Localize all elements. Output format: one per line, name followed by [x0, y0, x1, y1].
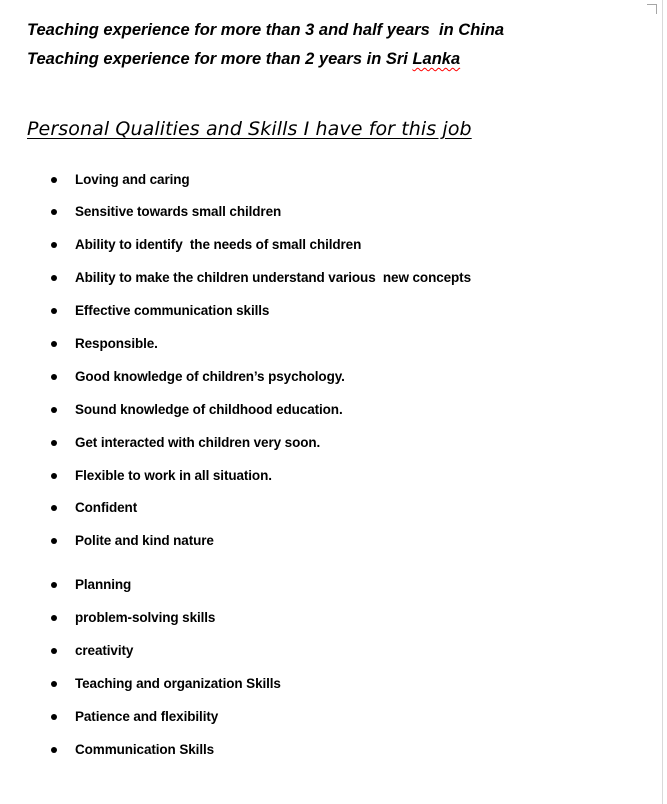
- list-item: [0, 575, 640, 595]
- list-item-text: Confident: [75, 500, 138, 515]
- list-item: [0, 202, 640, 222]
- list-item: [0, 433, 640, 453]
- list-item: [0, 367, 640, 387]
- bullet-icon: [51, 582, 57, 588]
- bullet-icon: [51, 473, 57, 479]
- list-item-text: Polite and kind nature: [75, 533, 214, 548]
- list-item-text: Sensitive towards small children: [75, 204, 282, 219]
- text-boundary-mark: [647, 4, 657, 14]
- list-item-text: creativity: [75, 643, 134, 658]
- list-item-text: Teaching and organization Skills: [75, 676, 281, 691]
- experience-line-china: Teaching experience for more than 3 and half years in China: [27, 21, 505, 39]
- bullet-icon: [51, 242, 57, 248]
- list-item: [0, 235, 640, 255]
- experience-line-sri-lanka-text: Teaching experience for more than 2 years in Sri: [27, 50, 413, 68]
- bullet-icon: [51, 505, 57, 511]
- bullet-icon: [51, 209, 57, 215]
- bullet-icon: [51, 714, 57, 720]
- list-item-text: Patience and flexibility: [75, 709, 219, 724]
- list-item-text: Loving and caring: [75, 172, 190, 187]
- list-item: [0, 740, 640, 760]
- list-item: [0, 466, 640, 486]
- list-item: [0, 531, 640, 551]
- list-item: [0, 608, 640, 628]
- bullet-icon: [51, 681, 57, 687]
- bullet-icon: [51, 615, 57, 621]
- list-item-text: Responsible.: [75, 336, 158, 351]
- list-item-text: Sound knowledge of childhood education.: [75, 402, 343, 417]
- bullet-icon: [51, 275, 57, 281]
- page-edge: [662, 0, 663, 804]
- list-item: [0, 301, 640, 321]
- list-item-text: Effective communication skills: [75, 303, 270, 318]
- list-item-text: Flexible to work in all situation.: [75, 468, 272, 483]
- bullet-icon: [51, 308, 57, 314]
- bullet-icon: [51, 177, 57, 183]
- list-item-text: Ability to make the children understand various new concepts: [75, 270, 471, 285]
- list-item: [0, 170, 640, 190]
- list-item: [0, 268, 640, 288]
- list-item: [0, 641, 640, 661]
- list-item: [0, 498, 640, 518]
- section-heading: Personal Qualities and Skills I have for this job: [27, 118, 472, 140]
- list-item: [0, 674, 640, 694]
- list-item-text: Ability to identify the needs of small children: [75, 237, 362, 252]
- list-item-text: problem-solving skills: [75, 610, 216, 625]
- list-item-text: Get interacted with children very soon.: [75, 435, 321, 450]
- list-item: [0, 334, 640, 354]
- list-item: [0, 707, 640, 727]
- misspelled-word-lanka[interactable]: Lanka: [412, 50, 461, 68]
- bullet-icon: [51, 341, 57, 347]
- experience-line-sri-lanka: [27, 49, 460, 69]
- bullet-icon: [51, 747, 57, 753]
- list-item-text: Planning: [75, 577, 132, 592]
- bullet-icon: [51, 648, 57, 654]
- bullet-icon: [51, 407, 57, 413]
- list-item: [0, 400, 640, 420]
- list-item-text: Good knowledge of children’s psychology.: [75, 369, 345, 384]
- bullet-icon: [51, 374, 57, 380]
- bullet-icon: [51, 538, 57, 544]
- list-item-text: Communication Skills: [75, 742, 215, 757]
- bullet-icon: [51, 440, 57, 446]
